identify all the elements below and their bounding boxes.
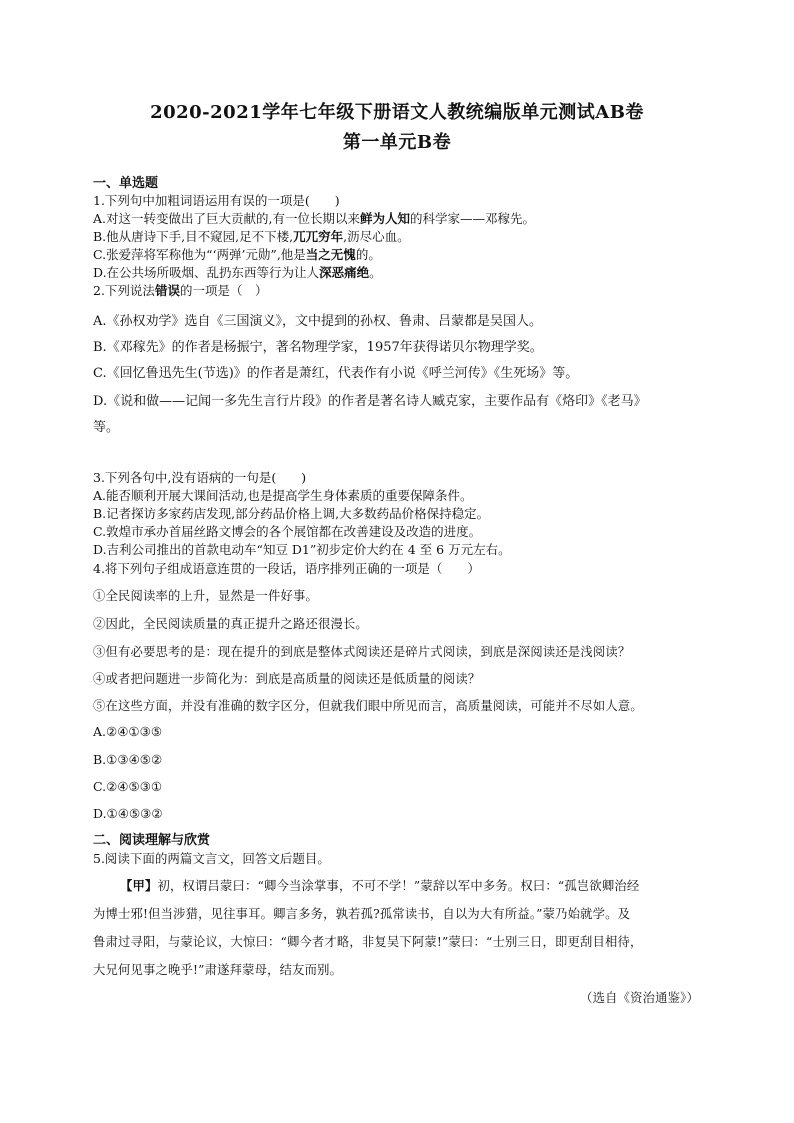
option-text: 。 bbox=[369, 265, 382, 280]
question-4-sentence-4: ④或者把问题进一步简化为：到底是高质量的阅读还是低质量的阅读？ bbox=[93, 672, 481, 686]
option-text: A.对这一转变做出了巨大贡献的,有一位长期以来 bbox=[93, 211, 360, 226]
question-1-option-c bbox=[93, 245, 381, 263]
question-4-option-c: C.②④⑤③① bbox=[93, 779, 163, 794]
question-3-option-b: B.记者探访多家药店发现,部分药品价格上调,大多数药品价格保持稳定。 bbox=[93, 506, 490, 521]
question-1-option-b bbox=[93, 227, 410, 245]
section-heading-single-choice: 一、单选题 bbox=[93, 176, 159, 191]
question-4-option-b: B.①③④⑤② bbox=[93, 752, 163, 767]
page-title: 2020-2021学年七年级下册语文人教统编版单元测试AB卷 bbox=[150, 102, 644, 123]
question-4-option-d: D.①④⑤③② bbox=[93, 806, 163, 821]
question-1-stem: 1.下列句中加粗词语运用有误的一项是( ) bbox=[93, 193, 340, 208]
question-5-stem: 5.阅读下面的两篇文言文，回答文后题目。 bbox=[93, 851, 330, 866]
passage-jia-line-1 bbox=[120, 876, 639, 894]
question-3-option-c: C.敦煌市承办首届丝路文博会的各个展馆都在改善建设及改造的进度。 bbox=[93, 524, 482, 539]
stem-text: 的一项是（ ） bbox=[179, 283, 268, 298]
option-text: 的科学家——邓稼先。 bbox=[410, 211, 536, 226]
question-4-option-a: A.②④①③⑤ bbox=[93, 724, 163, 739]
bold-term: 兀兀穷年 bbox=[293, 229, 344, 244]
question-2-option-d: D.《说和做——记闻一多先生言行片段》的作者是著名诗人臧克家，主要作品有《烙印》《老马》 bbox=[93, 394, 647, 409]
option-text: 的。 bbox=[355, 247, 381, 262]
question-4-sentence-3: ③但有必要思考的是：现在提升的到底是整体式阅读还是碎片式阅读，到底是深阅读还是浅阅读？ bbox=[93, 645, 631, 659]
bold-term: 鲜为人知 bbox=[359, 211, 410, 226]
question-2-option-d-continued: 等。 bbox=[93, 420, 120, 435]
passage-jia-line-4: 大兄何见事之晚乎!”肃遂拜蒙母，结友而别。 bbox=[93, 963, 343, 977]
question-4-sentence-5: ⑤在这些方面，并没有准确的数字区分，但就我们眼中所见而言，高质量阅读，可能并不尽如人意。 bbox=[93, 699, 643, 713]
passage-jia-line-2: 为博士邪!但当涉猎，见往事耳。卿言多务，孰若孤?孤常读书，自以为大有所益。”蒙乃始就学。及 bbox=[93, 907, 631, 921]
page-subtitle: 第一单元B卷 bbox=[342, 132, 452, 153]
bold-term: 深恶痛绝 bbox=[319, 265, 370, 280]
passage-jia-line-3: 鲁肃过寻阳，与蒙论议，大惊曰：“卿今者才略，非复吴下阿蒙!”蒙曰：“士别三日，即更刮目相待， bbox=[93, 935, 643, 949]
bold-term: 当之无愧 bbox=[305, 247, 356, 262]
stem-text: 2.下列说法 bbox=[93, 283, 155, 298]
question-3-stem: 3.下列各句中,没有语病的一句是( ) bbox=[93, 470, 307, 485]
question-3-option-d: D.吉利公司推出的首款电动车“知豆 D1”初步定价大约在 4 至 6 万元左右。 bbox=[93, 542, 511, 557]
bold-term: 错误 bbox=[154, 283, 180, 298]
question-1-option-d bbox=[93, 263, 382, 281]
passage-tag: 【甲】 bbox=[120, 878, 158, 893]
section-heading-reading: 二、阅读理解与欣赏 bbox=[93, 833, 211, 848]
question-3-option-a: A.能否顺利开展大课间活动,也是提高学生身体素质的重要保障条件。 bbox=[93, 488, 473, 503]
question-1-option-a bbox=[93, 209, 535, 227]
question-2-option-b: B.《邓稼先》的作者是杨振宁，著名物理学家，1957年获得诺贝尔物理学奖。 bbox=[93, 340, 543, 355]
question-4-sentence-1: ①全民阅读率的上升，显然是一件好事。 bbox=[93, 589, 318, 603]
question-2-option-a: A.《孙权劝学》选自《三国演义》，文中提到的孙权、鲁肃、吕蒙都是吴国人。 bbox=[93, 314, 543, 329]
option-text: ,沥尽心血。 bbox=[343, 229, 410, 244]
option-text: B.他从唐诗下手,目不窥园,足不下楼, bbox=[93, 229, 294, 244]
question-2-option-c: C.《回忆鲁迅先生(节选)》的作者是萧红，代表作有小说《呼兰河传》《生死场》等。 bbox=[93, 366, 579, 381]
question-4-stem: 4.将下列句子组成语意连贯的一段话，语序排列正确的一项是（ ） bbox=[93, 561, 480, 576]
option-text: C.张爱萍将军称他为“‘两弹’元勋”,他是 bbox=[93, 247, 306, 262]
option-text: D.在公共场所吸烟、乱扔东西等行为让人 bbox=[93, 265, 320, 280]
passage-source: （选自《资治通鉴》） bbox=[580, 991, 699, 1005]
passage-text: 初，权谓吕蒙曰：“卿今当涂掌事，不可不学！”蒙辞以军中多务。权曰：“孤岂欲卿治经 bbox=[157, 879, 640, 893]
question-4-sentence-2: ②因此，全民阅读质量的真正提升之路还很漫长。 bbox=[93, 617, 368, 631]
question-2-stem bbox=[93, 281, 267, 299]
